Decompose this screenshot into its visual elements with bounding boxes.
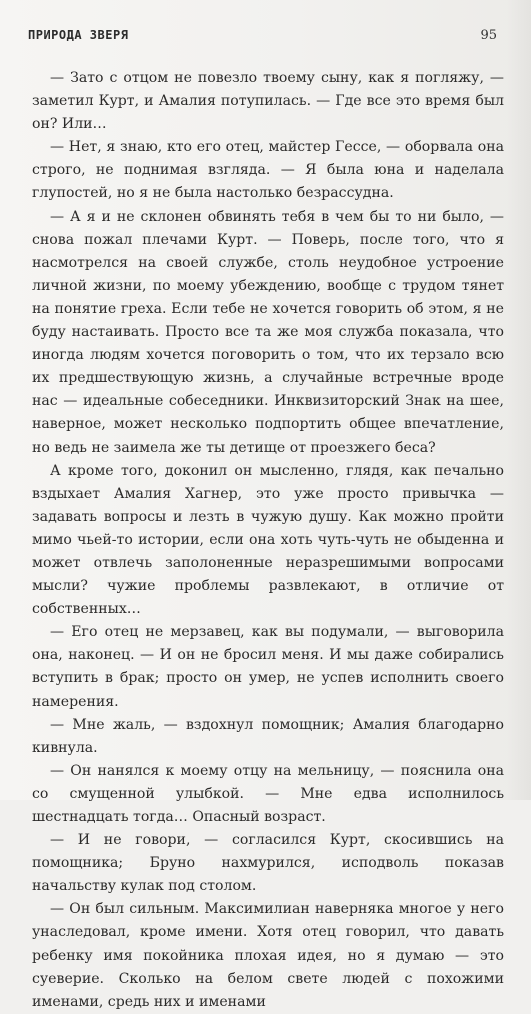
paragraph: — Он нанялся к моему отцу на мельницу, — пояснила она со смущенной улыбкой. — Мне едва исполнилось шестнадцать тогда… Опасный возраст. [32,762,504,825]
paragraph: — Нет, я знаю, кто его отец, майстер Гессе, — оборвала она строго, не поднимая взгляда. — Я была юна и наделала глупостей, но я не была настолько безрассудна. [32,139,504,202]
paragraph: — И не говори, — согласился Курт, скосившись на помощника; Бруно нахмурился, исподволь показав начальству кулак под столом. [32,832,504,895]
running-title: ПРИРОДА ЗВЕРЯ [28,27,129,43]
page-header [28,28,497,52]
paragraph: — Его отец не мерзавец, как вы подумали, — выговорила она, наконец. — И он не бросил меня. И мы даже собирались вступить в брак; просто он умер, не успев исполнить своего намерения. [32,624,504,710]
body-text [32,67,504,1014]
paragraph: А кроме того, доконил он мысленно, глядя, как печально вздыхает Амалия Хагнер, это уже просто привычка — задавать вопросы и лезть в чужую душу. Как можно пройти мимо чьей-то истории, если она хоть чуть-чуть не обыденна и может отвлечь заполоненные неразрешимыми вопросами мысли? чужие проблемы развлекают, в отличие от собственных… [32,462,504,618]
paragraph: — Зато с отцом не повезло твоему сыну, как я погляжу, — заметил Курт, и Амалия потупилась. — Где все это время был он? Или… [32,70,504,133]
paragraph: — Мне жаль, — вздохнул помощник; Амалия благодарно кивнула. [32,716,504,756]
page-number: 95 [480,28,497,43]
page-edge-shadow [507,0,531,800]
paragraph: — А я и не склонен обвинять тебя в чем бы то ни было, — снова пожал плечами Курт. — Поверь, после того, что я насмотрелся на своей службе, столь неудобное устроение личной жизни, по моему убеждению, вообще с трудом тянет на понятие греха. Если тебе не хочется говорить об этом, я не буду настаивать. Просто все та же моя служба показала, что иногда людям хочется поговорить о том, что их терзало всю их предшествующую жизнь, а случайные встречные вроде нас — идеальные собеседники. Инквизиторский Знак на шее, наверное, может несколько подпортить общее впечатление, но ведь не заимела же ты детище от проезжего беса? [32,208,504,456]
paragraph: — Он был сильным. Максимилиан наверняка многое у него унаследовал, кроме имени. Хотя отец говорил, что давать ребенку имя покойника плохая идея, но я думаю — это суеверие. Сколько на белом свете людей с похожими именами, средь них и именами [32,901,504,1010]
